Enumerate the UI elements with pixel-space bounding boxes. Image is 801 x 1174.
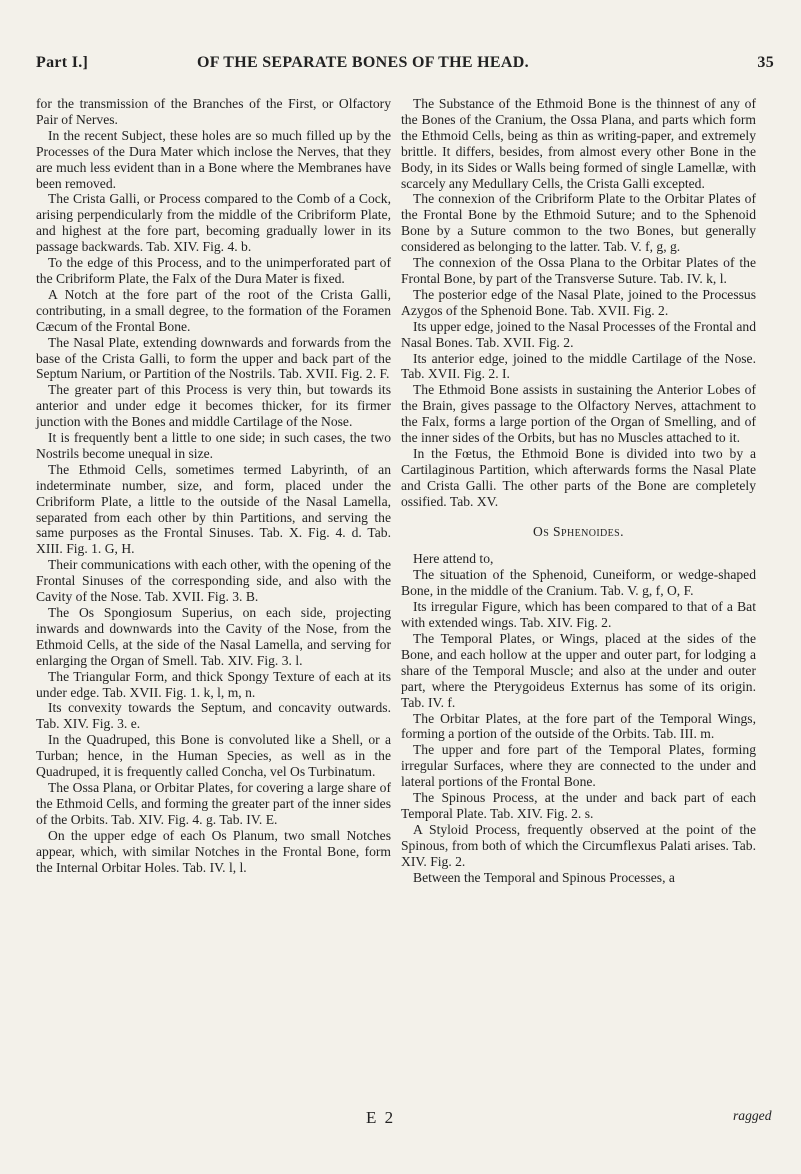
page-number: 35 bbox=[757, 54, 774, 71]
paragraph: In the Fœtus, the Ethmoid Bone is divided into two by a Cartilaginous Partition, which afterwards forms the Nasal Plate and Crista Galli. The other parts of the Bone are completely ossified. Tab. XV. bbox=[401, 445, 756, 509]
paragraph: It is frequently bent a little to one side; in such cases, the two Nostrils become unequal in size. bbox=[36, 430, 391, 461]
paragraph: A Notch at the fore part of the root of the Crista Galli, contributing, in a small degree, to the formation of the Foramen Cæcum of the Frontal Bone. bbox=[36, 286, 391, 334]
left-column bbox=[36, 96, 391, 875]
signature-mark: E 2 bbox=[366, 1108, 396, 1127]
paragraph: The Temporal Plates, or Wings, placed at the sides of the Bone, and each hollow at the upper and outer part, for lodging a share of the Temporal Muscle; and also at the under and outer part, where the Pterygoideus Externus has some of its origin. Tab. IV. f. bbox=[401, 631, 756, 710]
paragraph: The Spinous Process, at the under and back part of each Temporal Plate. Tab. XIV. Fig. 2. s. bbox=[401, 790, 756, 821]
paragraph: The Crista Galli, or Process compared to the Comb of a Cock, arising perpendicularly from the middle of the Cribriform Plate, and highest at the fore part, becoming gradually lower in its passage backwards. Tab. XIV. Fig. 4. b. bbox=[36, 191, 391, 255]
paragraph: The Ethmoid Bone assists in sustaining the Anterior Lobes of the Brain, gives passage to the Olfactory Nerves, attachment to the Falx, forms a large portion of the Organ of Smelling, and of the inner sides of the Orbits, but has no Muscles attached to it. bbox=[401, 382, 756, 446]
paragraph: The Nasal Plate, extending downwards and forwards from the base of the Crista Galli, to form the upper and back part of the Septum Narium, or Partition of the Nostrils. Tab. XVII. Fig. 2. F. bbox=[36, 334, 391, 382]
paragraph: The connexion of the Cribriform Plate to the Orbitar Plates of the Frontal Bone by the Ethmoid Suture; and to the Sphenoid Bone by a Suture common to the two Bones, but generally considered as belonging to the latter. Tab. V. f, g, g. bbox=[401, 191, 756, 255]
part-label: Part I.] bbox=[36, 54, 89, 71]
paragraph: Its convexity towards the Septum, and concavity outwards. Tab. XIV. Fig. 3. e. bbox=[36, 700, 391, 732]
paragraph: Here attend to, bbox=[413, 551, 494, 567]
running-header bbox=[36, 54, 776, 78]
paragraph: The Ossa Plana, or Orbitar Plates, for covering a large share of the Ethmoid Cells, and forming the greater part of the inner sides of the Orbits. Tab. XIV. Fig. 4. g. Tab. IV. E. bbox=[36, 779, 391, 827]
paragraph: for the transmission of the Branches of the First, or Olfactory Pair of Nerves. bbox=[36, 96, 391, 127]
paragraph: The posterior edge of the Nasal Plate, joined to the Processus Azygos of the Sphenoid Bone. Tab. XVII. Fig. 2. bbox=[401, 286, 756, 318]
paragraph: In the recent Subject, these holes are so much filled up by the Processes of the Dura Mater which inclose the Nerves, that they are much less evident than in a Bone where the Membranes have been removed. bbox=[36, 127, 391, 191]
paragraph: The connexion of the Ossa Plana to the Orbitar Plates of the Frontal Bone, by part of the Transverse Suture. Tab. IV. k, l. bbox=[401, 255, 756, 286]
paragraph: The situation of the Sphenoid, Cuneiform, or wedge-shaped Bone, in the middle of the Cranium. Tab. V. g, f, O, F. bbox=[401, 567, 756, 599]
section-heading: Os Sphenoides. bbox=[533, 523, 624, 539]
paragraph: The Substance of the Ethmoid Bone is the thinnest of any of the Bones of the Cranium, the Ossa Plana, and parts which form the Ethmoid Cells, being as thin as writing-paper, and extremely brittle. It differs, besides, from almost every other Bone in the Body, in its Sides or Walls being formed of single Lamellæ, with scarcely any Medullary Cells, the Crista Galli excepted. bbox=[401, 96, 756, 191]
paragraph: To the edge of this Process, and to the unimperforated part of the Cribriform Plate, the Falx of the Dura Mater is fixed. bbox=[36, 255, 391, 286]
running-title: OF THE SEPARATE BONES OF THE HEAD. bbox=[197, 54, 529, 71]
paragraph: The Triangular Form, and thick Spongy Texture of each at its under edge. Tab. XVII. Fig. 1. k, l, m, n. bbox=[36, 668, 391, 700]
paragraph: The Os Spongiosum Superius, on each side, projecting inwards and downwards into the Cavity of the Nose, from the Ethmoid Cells, at the side of the Nasal Lamella, and serving for enlarging the Organ of Smell. Tab. XIV. Fig. 3. l. bbox=[36, 605, 391, 668]
paragraph: Their communications with each other, with the opening of the Frontal Sinuses of the corresponding side, and also with the Cavity of the Nose. Tab. XVII. Fig. 3. B. bbox=[36, 557, 391, 605]
paragraph: A Styloid Process, frequently observed at the point of the Spinous, from both of which the Circumflexus Palati arises. Tab. XIV. Fig. 2. bbox=[401, 821, 756, 869]
paragraph: Its anterior edge, joined to the middle Cartilage of the Nose. Tab. XVII. Fig. 2. I. bbox=[401, 350, 756, 382]
paragraph: Its upper edge, joined to the Nasal Processes of the Frontal and Nasal Bones. Tab. XVII. Fig. 2. bbox=[401, 318, 756, 350]
paragraph: On the upper edge of each Os Planum, two small Notches appear, which, with similar Notches in the Frontal Bone, form the Internal Orbitar Holes. Tab. IV. l, l. bbox=[36, 827, 391, 875]
paragraph: The upper and fore part of the Temporal Plates, forming irregular Surfaces, where they are connected to the under and lateral portions of the Frontal Bone. bbox=[401, 742, 756, 790]
catchword: ragged bbox=[733, 1108, 772, 1123]
right-column bbox=[401, 96, 756, 886]
paragraph: The Orbitar Plates, at the fore part of the Temporal Wings, forming a portion of the outside of the Orbits. Tab. III. m. bbox=[401, 710, 756, 742]
paragraph: In the Quadruped, this Bone is convoluted like a Shell, or a Turban; hence, in the Human Species, as well as in the Quadruped, it is frequently called Concha, vel Os Turbinatum. bbox=[36, 732, 391, 780]
paragraph: The greater part of this Process is very thin, but towards its anterior and under edge it becomes thicker, for its firmer junction with the Bones and middle Cartilage of the Nose. bbox=[36, 382, 391, 430]
paragraph: The Ethmoid Cells, sometimes termed Labyrinth, of an indeterminate number, size, and form, placed under the Cribriform Plate, a little to the outside of the Nasal Lamella, separated from each other by thin Partitions, and serving the same purposes as the Frontal Sinuses. Tab. X. Fig. 4. d. Tab. XIII. Fig. 1. G, H. bbox=[36, 461, 391, 557]
paragraph: Its irregular Figure, which has been compared to that of a Bat with extended wings. Tab. XIV. Fig. 2. bbox=[401, 599, 756, 631]
paragraph: Between the Temporal and Spinous Processes, a bbox=[413, 869, 675, 885]
